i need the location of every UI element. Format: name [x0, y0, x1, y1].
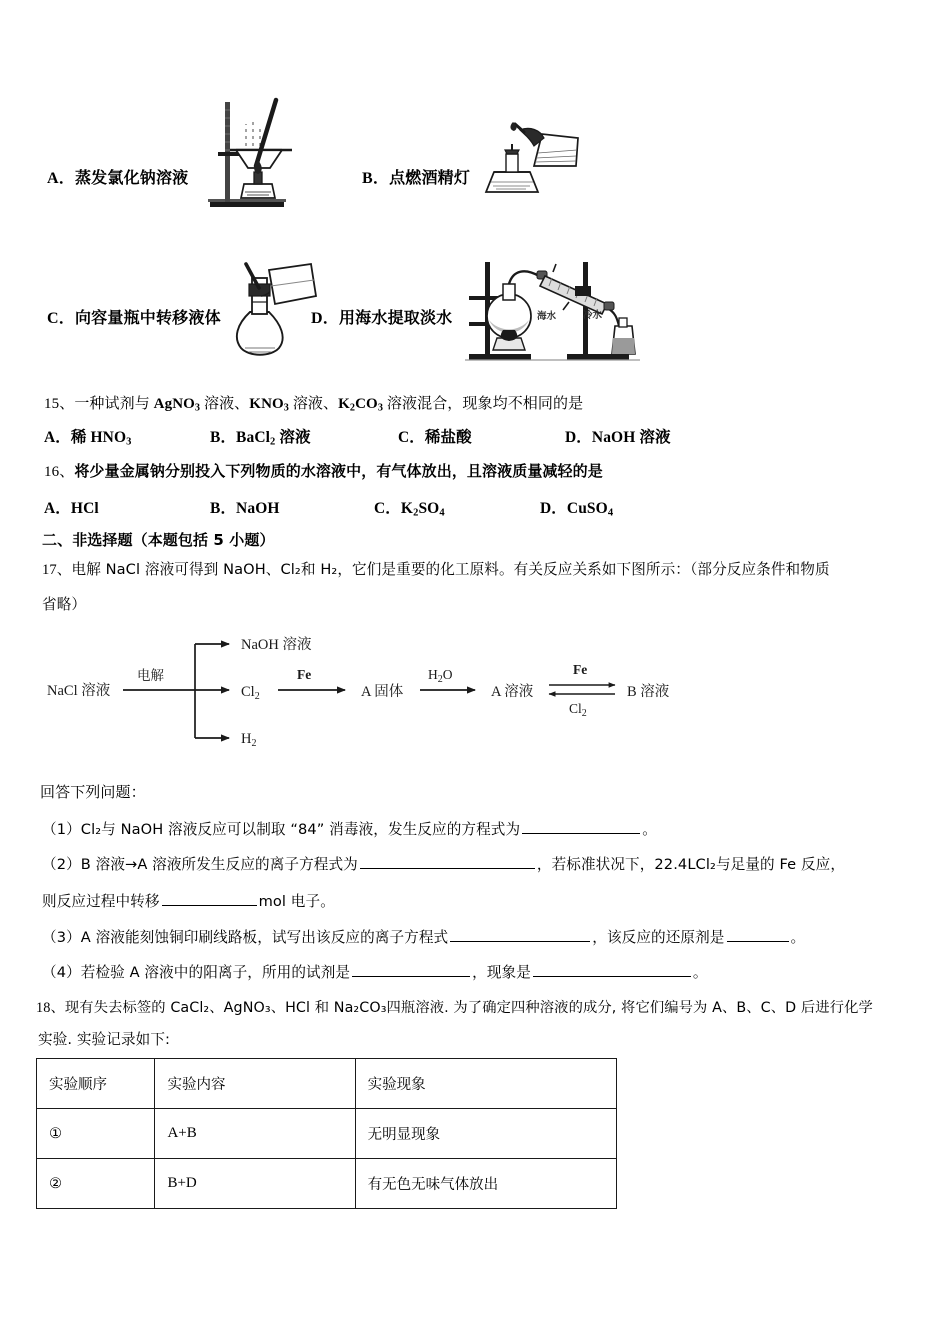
row1-content: A+B	[155, 1109, 355, 1159]
flow-start-label: NaCl 溶液	[47, 683, 111, 699]
q17-part4-mid: ，现象是	[472, 964, 531, 981]
q14-c-text: 向容量瓶中转移液体	[74, 308, 221, 327]
q14-a-letter: A．	[47, 170, 75, 187]
flow-branch-h2: $H_2$	[241, 731, 257, 749]
q17-part2-blank2[interactable]	[162, 891, 257, 906]
q14-option-d-label	[311, 305, 452, 328]
section-2-heading-text: 二、非选择题（本题包括 5 小题）	[42, 531, 275, 549]
q16-option-d[interactable]	[540, 496, 613, 519]
row2-phenomenon: 有无色无味气体放出	[355, 1159, 616, 1209]
q17-part1-blank[interactable]	[522, 819, 640, 834]
q17-part3-pre: （3）A 溶液能刻蚀铜印刷线路板，试写出该反应的离子方程式	[42, 929, 449, 946]
q16-a-text: HCl	[70, 500, 99, 517]
table-row	[37, 1159, 617, 1209]
q17-stem-line2	[42, 593, 86, 614]
q14-d-text: 用海水提取淡水	[338, 308, 453, 327]
q17-part1-period: 。	[642, 821, 657, 838]
q15-stem: 15、一种试剂与 AgNO$_3$ 溶液、$KNO_3$ 溶液、$K_2CO_3$ 溶液混合，现象均不相同的是	[44, 394, 584, 414]
section-2-heading	[42, 529, 275, 550]
q14-c-letter: C．	[47, 310, 75, 327]
q17-part2-post: ，若标准状况下，22.4LCl₂与足量的 Fe 反应，	[536, 856, 846, 873]
q14-option-c-label	[47, 305, 221, 328]
q17-part1-text: （1）Cl₂与 NaOH 溶液反应可以制取 “84” 消毒液，发生反应的方程式为	[42, 821, 521, 838]
row2-content: B+D	[155, 1159, 355, 1209]
flow-condition-fe-1: Fe	[297, 667, 312, 682]
q17-part2-line2	[42, 890, 335, 911]
q17-part3	[42, 926, 805, 947]
table-header-phenomenon: 实验现象	[355, 1059, 616, 1109]
flow-branch-naoh: NaOH 溶液	[241, 637, 312, 653]
q18-number: 18、	[36, 1000, 65, 1016]
table-row	[37, 1109, 617, 1159]
q17-part2-line2-post: mol 电子。	[258, 893, 335, 910]
q17-answer-prompt-text: 回答下列问题：	[40, 783, 146, 801]
q18-stem-line2	[38, 1028, 170, 1049]
flow-condition-h2o: $H_2O$	[428, 667, 453, 685]
transfer-liquid-to-volumetric-flask-figure	[219, 262, 317, 360]
q14-b-letter: B．	[362, 170, 390, 187]
q15-option-c[interactable]	[398, 425, 472, 447]
q16-b-letter: B．	[210, 500, 237, 517]
flow-equilibrium-bottom-cl2: $Cl_2$	[569, 701, 587, 719]
q17-stem-line1	[42, 558, 830, 579]
q14-b-text: 点燃酒精灯	[389, 168, 471, 187]
q15-c-text: 稀盐酸	[424, 428, 472, 446]
row2-order: ②	[37, 1159, 155, 1209]
q16-stem-text: 将少量金属钠分别投入下列物质的水溶液中，有气体放出，且溶液质量减轻的是	[74, 462, 603, 480]
q15-b-text: BaCl$_2$ 溶液	[236, 428, 311, 448]
q18-stem-line1-text: 现有失去标签的 CaCl₂、AgNO₃、HCl 和 Na₂CO₃四瓶溶液. 为了确定四种溶液的成分, 将它们编号为 A、B、C、D 后进行化学	[64, 1000, 873, 1016]
q16-a-letter: A．	[44, 500, 71, 517]
flow-product-a-solution: A 溶液	[491, 684, 534, 700]
q17-part4	[42, 961, 708, 982]
flow-branch-cl2: $Cl_2$	[241, 684, 260, 702]
q17-part4-pre: （4）若检验 A 溶液中的阳离子，所用的试剂是	[42, 964, 351, 981]
q17-stem-line1-text: 电解 NaCl 溶液可得到 NaOH、Cl₂和 H₂，它们是重要的化工原料。有关反应关系如下图所示：（部分反应条件和物质	[71, 561, 830, 578]
q16-b-text: NaOH	[236, 500, 280, 517]
q17-part2-line1	[42, 853, 845, 874]
table-header-order: 实验顺序	[37, 1059, 155, 1109]
q18-stem-line1	[36, 997, 873, 1017]
q15-a-letter: A．	[44, 429, 71, 446]
q17-part2-blank1[interactable]	[360, 854, 535, 869]
q17-part2-pre: （2）B 溶液→A 溶液所发生反应的离子方程式为	[42, 856, 358, 873]
q17-answer-prompt	[40, 781, 146, 802]
q16-d-text: CuSO$_4$	[566, 500, 614, 519]
q14-a-text: 蒸发氯化钠溶液	[74, 168, 189, 187]
q17-part2-line2-pre: 则反应过程中转移	[42, 893, 160, 910]
figure-d-label-seawater: 海水	[537, 311, 557, 322]
q16-c-text: $K_2SO_4$	[400, 500, 445, 519]
flow-equilibrium-top-fe: Fe	[573, 662, 588, 677]
q14-d-letter: D．	[311, 310, 339, 327]
q15-d-letter: D．	[565, 429, 592, 446]
q15-option-b[interactable]	[210, 425, 311, 448]
q17-part3-mid: ，该反应的还原剂是	[592, 929, 725, 946]
figure-d-label-coldwater: 冷水	[583, 310, 603, 321]
row1-order: ①	[37, 1109, 155, 1159]
q17-part4-post: 。	[692, 964, 708, 981]
q16-number: 16、	[44, 464, 75, 480]
q17-part3-post: 。	[790, 929, 806, 946]
q17-part3-blank1[interactable]	[450, 927, 590, 942]
q15-a-text: 稀 $HNO_3$	[70, 428, 132, 448]
row1-phenomenon: 无明显现象	[355, 1109, 616, 1159]
q16-option-a[interactable]	[44, 496, 99, 518]
q15-c-letter: C．	[398, 429, 425, 446]
q16-stem	[44, 460, 603, 481]
q15-number: 15、	[44, 396, 75, 412]
experiment-record-table	[36, 1058, 617, 1209]
q15-option-d[interactable]	[565, 425, 671, 447]
electrolysis-reaction-flow-diagram	[45, 628, 685, 750]
seawater-distillation-apparatus-figure	[457, 256, 642, 366]
q15-d-text: NaOH 溶液	[591, 428, 671, 446]
flow-condition-electrolysis: 电解	[137, 668, 164, 683]
q17-part3-blank2[interactable]	[727, 927, 789, 942]
q17-part4-blank1[interactable]	[352, 962, 470, 977]
q16-option-b[interactable]	[210, 496, 280, 518]
table-header-content: 实验内容	[155, 1059, 355, 1109]
flow-end-b-solution: B 溶液	[627, 684, 670, 700]
q17-stem-line2-text: 省略）	[42, 596, 87, 613]
q16-option-c[interactable]	[374, 496, 445, 519]
table-header-row	[37, 1059, 617, 1109]
q17-part4-blank2[interactable]	[533, 962, 691, 977]
flow-product-a-solid: A 固体	[361, 684, 404, 700]
q14-option-b-label	[362, 165, 470, 188]
q17-number: 17、	[42, 562, 72, 578]
q14-option-a-label	[47, 165, 188, 188]
q15-b-letter: B．	[210, 429, 237, 446]
lighting-alcohol-lamp-figure	[472, 120, 587, 198]
q17-part1	[42, 818, 657, 839]
q18-stem-line2-text: 实验. 实验记录如下:	[38, 1031, 171, 1048]
evaporation-dish-on-stand-figure	[196, 94, 301, 212]
q15-option-a[interactable]	[44, 425, 131, 448]
q16-d-letter: D．	[540, 500, 567, 517]
q16-c-letter: C．	[374, 500, 401, 517]
